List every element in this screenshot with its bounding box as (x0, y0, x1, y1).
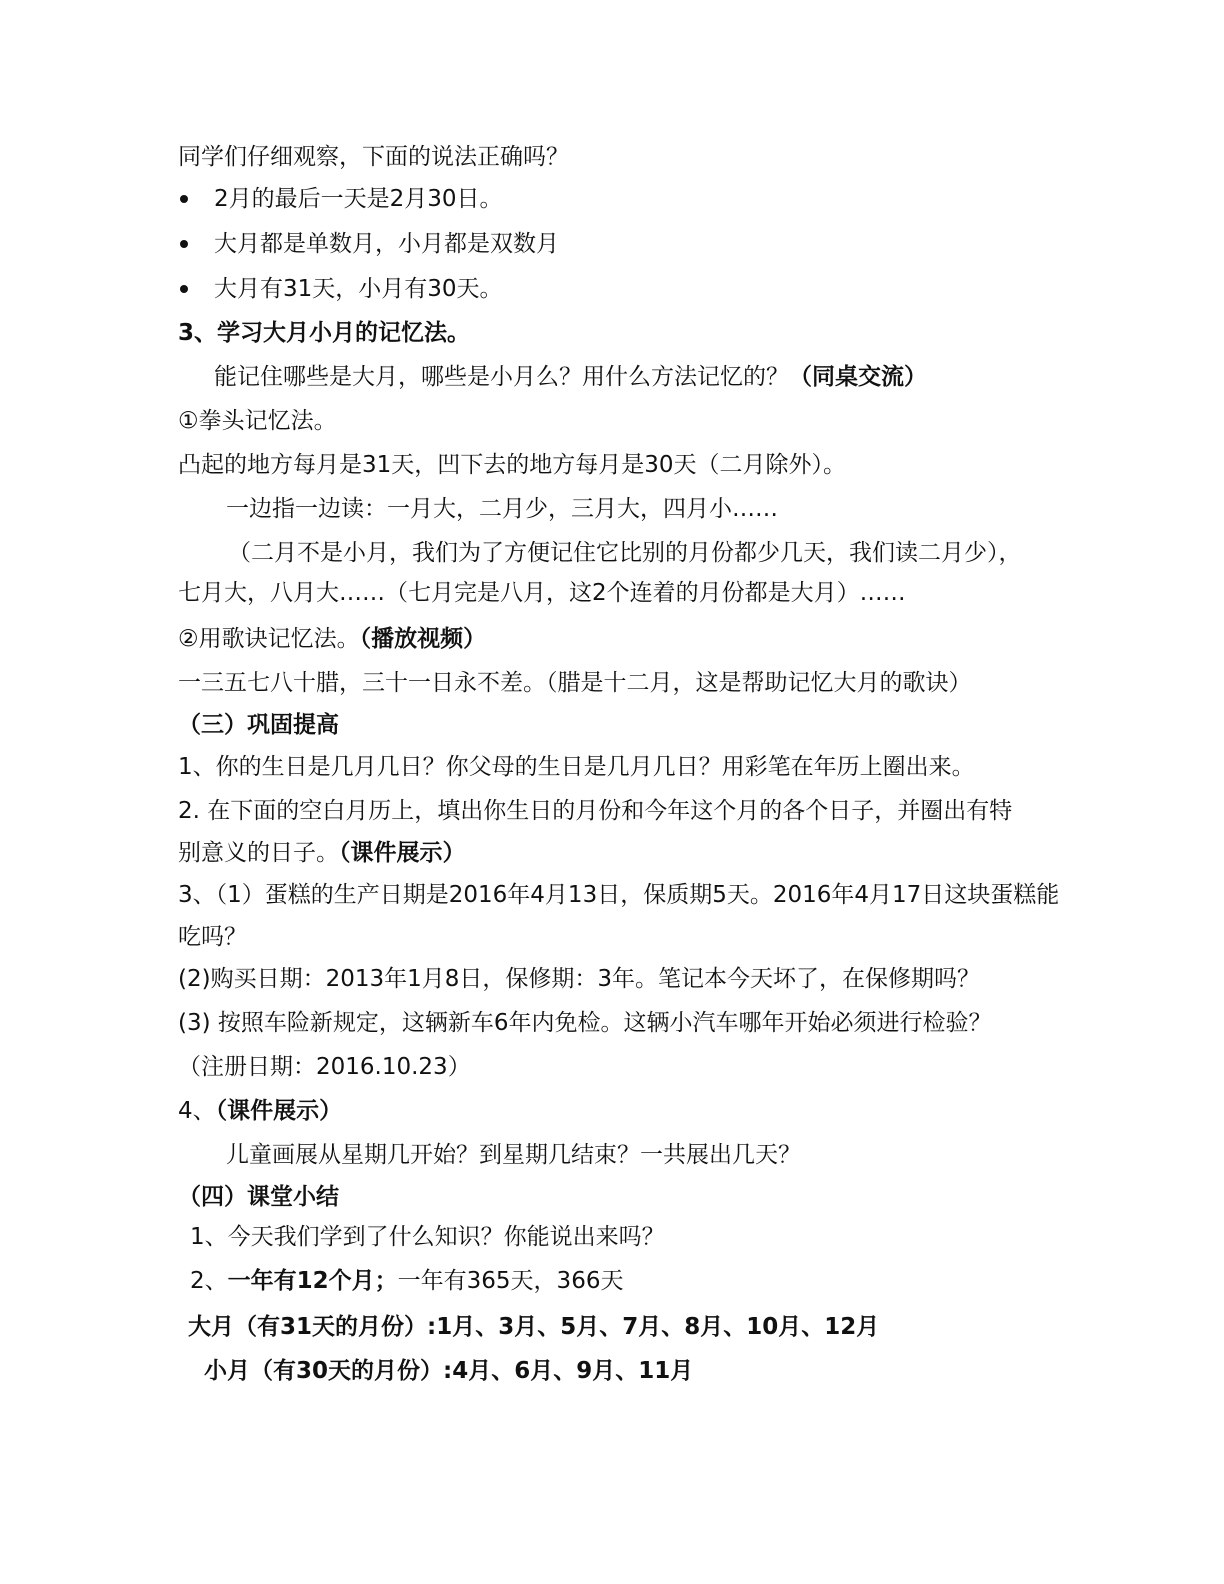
small-months-line: 小月（有30天的月份）:4月、6月、9月、11月 (204, 1358, 694, 1384)
exercise-1: 1、你的生日是几月几日？你父母的生日是几月几日？用彩笔在年历上圈出来。 (178, 754, 975, 780)
bullet-item: 大月都是单数月，小月都是双数月 (214, 231, 559, 257)
part-3-title: （三）巩固提高 (178, 712, 339, 738)
reading-line: 一边指一边读：一月大，二月少，三月大，四月小…… (226, 496, 778, 522)
courseware-note: （课件展示） (215, 1098, 343, 1124)
summary-2-bold: 一年有12个月； (227, 1268, 398, 1294)
exercise-2-line-1: 2. 在下面的空白月历上，填出你生日的月份和今年这个月的各个日子，并圈出有特 (178, 798, 1013, 824)
rhyme-text: 一三五七八十腊，三十一日永不差。（腊是十二月，这是帮助记忆大月的歌诀） (178, 670, 972, 696)
intro-text: 同学们仔细观察，下面的说法正确吗？ (178, 144, 569, 170)
summary-2 (190, 1266, 1090, 1296)
exercise-3-2: (2)购买日期：2013年1月8日，保修期：3年。笔记本今天坏了，在保修期吗？ (178, 966, 981, 992)
exercise-4-prefix: 4、 (178, 1098, 216, 1124)
bullet-dot-icon (180, 195, 188, 203)
method-2-text: ②用歌诀记忆法。 (178, 626, 360, 652)
exercise-3-line-1: 3、（1）蛋糕的生产日期是2016年4月13日，保质期5天。2016年4月17日这块蛋糕能 (178, 882, 1060, 908)
exercise-3-3-note: （注册日期：2016.10.23） (178, 1054, 471, 1080)
method-1-title: ①拳头记忆法。 (178, 408, 337, 434)
exercise-3-line-2: 吃吗？ (178, 924, 247, 950)
bullet-item: 2月的最后一天是2月30日。 (214, 186, 503, 212)
courseware-note: （课件展示） (339, 840, 466, 866)
question-text: 能记住哪些是大月，哪些是小月么？用什么方法记忆的？ (214, 364, 789, 390)
method-2-title (178, 624, 1078, 654)
bullet-item: 大月有31天，小月有30天。 (214, 276, 503, 302)
method-1-description: 凸起的地方每月是31天，凹下去的地方每月是30天（二月除外）。 (178, 452, 847, 478)
pair-discussion-note: （同桌交流） (789, 364, 927, 390)
exercise-4 (178, 1096, 1078, 1126)
note-line-1: （二月不是小月，我们为了方便记住它比别的月份都少几天，我们读二月少）， (228, 540, 1022, 566)
summary-2-prefix: 2、 (190, 1268, 228, 1294)
exercise-2-text: 别意义的日子。 (178, 840, 339, 866)
big-months-line: 大月（有31天的月份）:1月、3月、5月、7月、8月、10月、12月 (188, 1314, 880, 1340)
part-4-title: （四）课堂小结 (178, 1184, 339, 1210)
note-line-2: 七月大，八月大……（七月完是八月，这2个连着的月份都是大月）…… (178, 580, 906, 606)
exercise-3-3: (3) 按照车险新规定，这辆新车6年内免检。这辆小汽车哪年开始必须进行检验？ (178, 1010, 992, 1036)
exercise-2-line-2 (178, 838, 1078, 868)
play-video-note: （播放视频） (359, 626, 487, 652)
section-3-title: 3、学习大月小月的记忆法。 (178, 320, 471, 346)
summary-2-rest: 一年有365天，366天 (397, 1268, 624, 1294)
bullet-dot-icon (180, 240, 188, 248)
summary-1: 1、今天我们学到了什么知识？你能说出来吗？ (190, 1224, 665, 1250)
exercise-4-question: 儿童画展从星期几开始？到星期几结束？一共展出几天？ (226, 1142, 801, 1168)
bullet-dot-icon (180, 285, 188, 293)
section-3-question (214, 362, 1114, 392)
